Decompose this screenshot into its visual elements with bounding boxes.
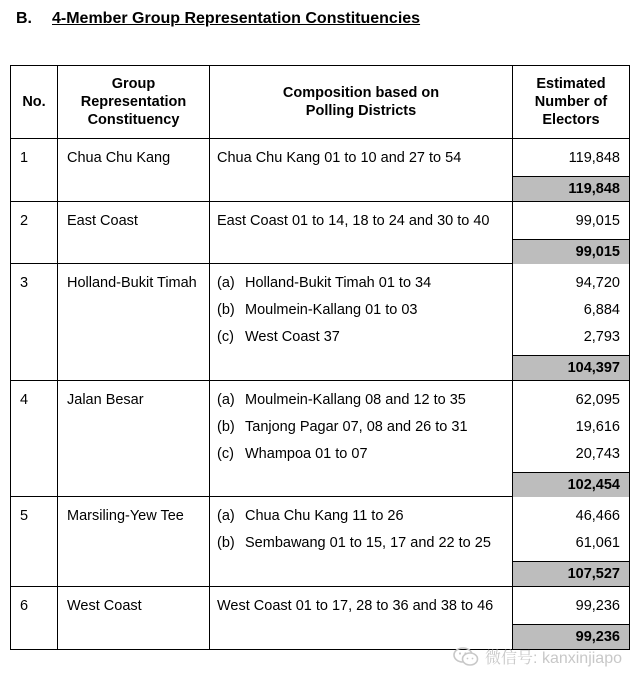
wechat-icon (453, 647, 479, 667)
composition-item-label: (b) (217, 535, 235, 552)
composition-item-label: (a) (217, 508, 235, 525)
table-row (11, 264, 630, 381)
composition-item-text: West Coast 37 (245, 329, 340, 346)
grc-name: Holland-Bukit Timah (58, 264, 210, 381)
elector-total: 107,527 (513, 561, 629, 586)
header-no: No. (11, 66, 58, 139)
electors-cell (513, 497, 630, 587)
electors-cell (513, 264, 630, 381)
table-row (11, 380, 630, 497)
elector-value: 99,236 (575, 597, 620, 614)
elector-value: 20,743 (575, 445, 620, 462)
grc-name: Jalan Besar (58, 380, 210, 497)
composition-item-text: Tanjong Pagar 07, 08 and 26 to 31 (245, 418, 468, 435)
elector-total: 99,236 (513, 624, 629, 649)
elector-total: 104,397 (513, 355, 629, 380)
table-row (11, 497, 630, 587)
elector-value: 19,616 (575, 418, 620, 435)
composition-item (217, 507, 504, 525)
composition-cell (210, 497, 513, 587)
elector-value: 119,848 (568, 150, 620, 166)
elector-value: 94,720 (575, 275, 620, 292)
row-number: 5 (11, 497, 58, 587)
composition-item-label: (c) (217, 445, 234, 462)
elector-value: 46,466 (575, 508, 620, 525)
composition-item (217, 534, 504, 552)
watermark (453, 645, 622, 668)
elector-total: 99,015 (513, 239, 629, 264)
electors-cell (513, 139, 630, 202)
row-number: 3 (11, 264, 58, 381)
table-row (11, 586, 630, 649)
composition-item-text: Chua Chu Kang 11 to 26 (245, 508, 404, 525)
composition-item-label: (a) (217, 275, 235, 292)
composition-item (217, 418, 504, 436)
electors-cell (513, 201, 630, 264)
grc-name: Chua Chu Kang (58, 139, 210, 202)
composition-cell (210, 264, 513, 381)
composition-item-label: (b) (217, 302, 235, 319)
composition-cell (210, 586, 513, 649)
elector-value: 61,061 (575, 535, 620, 552)
grc-name: East Coast (58, 201, 210, 264)
composition-cell (210, 201, 513, 264)
row-number: 6 (11, 586, 58, 649)
section-title: 4-Member Group Representation Constituencies (52, 10, 421, 27)
header-grc: Group Representation Constituency (58, 66, 210, 139)
grc-table (10, 65, 630, 650)
composition-text: East Coast 01 to 14, 18 to 24 and 30 to 40 (217, 212, 490, 229)
composition-item-text: Holland-Bukit Timah 01 to 34 (245, 275, 432, 292)
table-body (11, 139, 630, 650)
composition-item-text: Moulmein-Kallang 08 and 12 to 35 (245, 391, 466, 408)
header-composition: Composition based on Polling Districts (210, 66, 513, 139)
elector-value: 6,884 (583, 302, 620, 319)
elector-total: 119,848 (513, 176, 629, 201)
section-letter: B. (16, 10, 32, 27)
row-number: 1 (11, 139, 58, 202)
row-number: 2 (11, 201, 58, 264)
elector-total: 102,454 (513, 472, 629, 497)
elector-value: 62,095 (575, 391, 620, 408)
header-row (11, 66, 630, 139)
composition-item-label: (b) (217, 418, 235, 435)
composition-item (217, 301, 504, 319)
row-number: 4 (11, 380, 58, 497)
composition-text: Chua Chu Kang 01 to 10 and 27 to 54 (217, 150, 462, 166)
composition-item-text: Sembawang 01 to 15, 17 and 22 to 25 (245, 535, 491, 552)
table-row (11, 201, 630, 264)
composition-item-text: Moulmein-Kallang 01 to 03 (245, 302, 418, 319)
composition-cell (210, 380, 513, 497)
composition-item (217, 328, 504, 346)
section-heading (16, 10, 420, 28)
composition-item (217, 445, 504, 463)
watermark-text: 微信号: kanxinjiapo (485, 650, 622, 667)
electors-cell (513, 586, 630, 649)
composition-cell (210, 139, 513, 202)
header-electors: Estimated Number of Electors (513, 66, 630, 139)
elector-value: 99,015 (575, 212, 620, 229)
composition-item-text: Whampoa 01 to 07 (245, 445, 368, 462)
electors-cell (513, 380, 630, 497)
composition-item-label: (a) (217, 391, 235, 408)
table-row (11, 139, 630, 202)
grc-name: Marsiling-Yew Tee (58, 497, 210, 587)
composition-item (217, 274, 504, 292)
composition-text: West Coast 01 to 17, 28 to 36 and 38 to 46 (217, 597, 494, 614)
composition-item (217, 391, 504, 409)
grc-name: West Coast (58, 586, 210, 649)
elector-value: 2,793 (583, 329, 620, 346)
composition-item-label: (c) (217, 329, 234, 346)
